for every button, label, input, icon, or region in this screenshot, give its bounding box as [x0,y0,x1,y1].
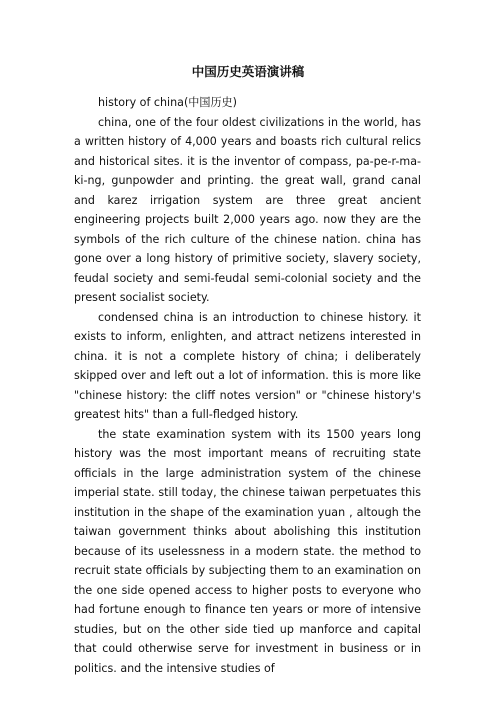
paragraph-3: the state examination system with its 1500 years long history was the most important means of recruiting state officials in the large administration system of the chinese imperial state. still today, the chinese taiwan perpetuates this institution in the shape of the examination yuan , altough the taiwan government thinks about abolishing this institution because of its uselessness in a modern state. the method to recruit state officials by subjecting them to an examination on the one side opened access to higher posts to everyone who had fortune enough to finance ten years or more of intensive studies, but on the other side tied up manforce and capital that could otherwise serve for investment in business or in politics. and the intensive studies of [74,427,421,675]
paragraph-2: condensed china is an introduction to chinese history. it exists to inform, enlighten, and attract netizens interested in china. it is not a complete history of china; i deliberately skipped over and left out a lot of information. this is more like "chinese history: the cliff notes version" or "chinese history's greatest hits" than a full-fledged history. [74,310,421,421]
section-heading: history of china(中国历史) [98,96,237,109]
document-title: 中国历史英语演讲稿 [191,64,305,79]
document-body [74,93,421,678]
paragraph-1: china, one of the four oldest civilizations in the world, has a written history of 4,000 years and boasts rich cultural relics and historical sites. it is the inventor of compass, pa-pe-r-ma-ki-ng, gunpowder and printing. the great wall, grand canal and karez irrigation system are three great ancient engineering projects built 2,000 years ago. now they are the symbols of the rich culture of the chinese nation. china has gone over a long history of primitive society, slavery society, feudal society and semi-feudal semi-colonial society and the present socialist society. [74,115,421,304]
